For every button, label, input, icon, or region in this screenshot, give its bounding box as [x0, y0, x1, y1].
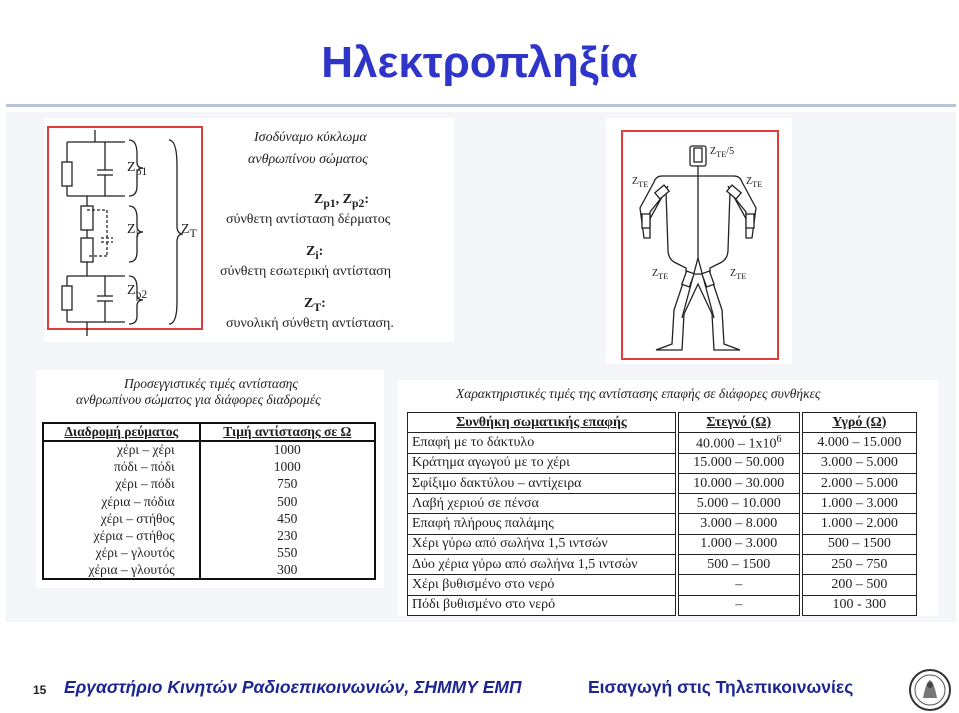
- current-path-cell: χέρια – πόδια: [43, 493, 200, 510]
- right-leg-impedance-label: $Z_{TE}$: [730, 268, 747, 281]
- zp-heading: $Z_{p1}$, $Z_{p2}$:: [314, 192, 369, 210]
- right-table-caption: Χαρακτηριστικές τιμές της αντίστασης επαφής σε διάφορες συνθήκες: [456, 386, 821, 401]
- dry-resistance-cell: 1.000 – 3.000: [677, 534, 801, 554]
- label-zp1: $Z_{p1}$: [127, 160, 148, 178]
- resistance-value-cell: 550: [277, 545, 298, 561]
- zi-description: σύνθετη εσωτερική αντίσταση: [220, 264, 392, 279]
- wet-resistance-cell: 2.000 – 5.000: [801, 473, 917, 493]
- contact-condition-cell: Πόδι βυθισμένο στο νερό: [408, 595, 677, 615]
- table-row: [43, 458, 375, 475]
- contact-condition-cell: Σφίξιμο δακτύλου – αντίχειρα: [408, 473, 677, 493]
- wet-resistance-cell: 1.000 – 2.000: [801, 514, 917, 534]
- contact-condition-cell: Λαβή χεριού σε πένσα: [408, 494, 677, 514]
- table-row: [408, 595, 917, 615]
- footer-course-name: Εισαγωγή στις Τηλεπικοινωνίες: [588, 677, 854, 697]
- right-arm-impedance-label: $Z_{TE}$: [746, 176, 763, 189]
- wet-resistance-cell: 200 – 500: [801, 575, 917, 595]
- zi-heading: $Z_i$:: [306, 244, 324, 262]
- table-row: [408, 534, 917, 554]
- wet-resistance-cell: 4.000 – 15.000: [801, 433, 917, 453]
- path-resistance-table: [42, 422, 376, 580]
- resistance-value-cell: 450: [277, 510, 298, 526]
- current-path-cell: χέρια – στήθος: [43, 527, 200, 544]
- dry-resistance-cell: 3.000 – 8.000: [677, 514, 801, 534]
- wet-resistance-cell: 3.000 – 5.000: [801, 453, 917, 473]
- dry-resistance-cell: 10.000 – 30.000: [677, 473, 801, 493]
- contact-condition-cell: Δύο χέρια γύρω από σωλήνα 1,5 ιντσών: [408, 555, 677, 575]
- table-row: [43, 562, 375, 579]
- table-row: [43, 441, 375, 458]
- table-row: [43, 545, 375, 562]
- page-number: 15: [33, 683, 47, 697]
- dry-resistance-cell: $40.000 - 1x10^6$: [677, 433, 801, 453]
- header-contact-condition: Συνθήκη σωματικής επαφής: [408, 413, 677, 433]
- circuit-caption-line2: ανθρωπίνου σώματος: [248, 152, 368, 167]
- dry-resistance-cell: –: [677, 575, 801, 595]
- current-path-cell: χέρι – γλουτός: [43, 545, 200, 562]
- contact-condition-cell: Χέρι βυθισμένο στο νερό: [408, 575, 677, 595]
- label-zp2: $Z_{p2}$: [127, 283, 148, 301]
- title-divider: [6, 104, 956, 107]
- header-wet: Υγρό (Ω): [801, 413, 917, 433]
- human-body-diagram: [606, 118, 792, 364]
- current-path-cell: πόδι – πόδι: [43, 458, 200, 475]
- table-row: [43, 476, 375, 493]
- header-current-path: Διαδρομή ρεύματος: [43, 423, 200, 441]
- label-zt: $Z_T$: [181, 222, 197, 240]
- dry-resistance-cell: 15.000 – 50.000: [677, 453, 801, 473]
- table-row: [43, 527, 375, 544]
- circuit-caption-line1: Ισοδύναμο κύκλωμα: [254, 130, 367, 145]
- table-row: [43, 493, 375, 510]
- contact-condition-cell: Επαφή πλήρους παλάμης: [408, 514, 677, 534]
- resistance-value-cell: 300: [277, 562, 298, 578]
- current-path-cell: χέρι – πόδι: [43, 476, 200, 493]
- left-arm-impedance-label: $Z_{TE}$: [632, 176, 649, 189]
- wet-resistance-cell: 250 – 750: [801, 555, 917, 575]
- table-row: [408, 494, 917, 514]
- resistance-value-cell: 750: [277, 476, 298, 492]
- table-row: [408, 473, 917, 493]
- exponent: 6: [776, 433, 782, 445]
- head-impedance-label: $Z_{TE}/5$: [710, 146, 735, 159]
- zt-heading: $Z_T$:: [304, 296, 326, 314]
- table-row: [43, 510, 375, 527]
- equivalent-circuit-panel: [44, 118, 454, 342]
- current-path-cell: χέρια – γλουτός: [43, 562, 200, 579]
- dry-resistance-cell: 5.000 – 10.000: [677, 494, 801, 514]
- left-table-caption-line1: Προσεγγιστικές τιμές αντίστασης: [124, 376, 298, 391]
- zt-description: συνολική σύνθετη αντίσταση.: [226, 316, 394, 331]
- wet-resistance-cell: 100 - 300: [801, 595, 917, 615]
- table-row: [408, 453, 917, 473]
- table-row: [408, 575, 917, 595]
- table-row: [408, 433, 917, 453]
- label-zi: $Z_i$: [127, 222, 139, 240]
- contact-condition-cell: Κράτημα αγωγού με το χέρι: [408, 453, 677, 473]
- current-path-cell: χέρι – χέρι: [43, 441, 200, 458]
- slide-title: Ηλεκτροπληξία: [321, 38, 638, 87]
- left-table-caption-line2: ανθρωπίνου σώματος για διάφορες διαδρομές: [76, 392, 321, 407]
- dry-resistance-cell: 500 – 1500: [677, 555, 801, 575]
- table-row: [408, 555, 917, 575]
- body-figure-panel: [606, 118, 792, 364]
- university-seal-logo: [908, 668, 952, 712]
- contact-resistance-table: [407, 412, 917, 616]
- path-resistance-panel: [36, 370, 384, 588]
- dry-resistance-cell: –: [677, 595, 801, 615]
- header-dry: Στεγνό (Ω): [677, 413, 801, 433]
- footer-lab-name: Εργαστήριο Κινητών Ραδιοεπικοινωνιών, ΣΗΜΜΥ ΕΜΠ: [64, 677, 522, 697]
- table-row: [408, 514, 917, 534]
- header-resistance-value: Τιμή αντίστασης σε Ω: [200, 423, 375, 441]
- contact-resistance-panel: [398, 380, 938, 616]
- contact-condition-cell: Χέρι γύρω από σωλήνα 1,5 ιντσών: [408, 534, 677, 554]
- wet-resistance-cell: 500 – 1500: [801, 534, 917, 554]
- wet-resistance-cell: 1.000 – 3.000: [801, 494, 917, 514]
- resistance-value-cell: 500: [277, 493, 298, 509]
- resistance-value-cell: 230: [277, 528, 298, 544]
- resistance-value-cell: 1000: [273, 458, 301, 474]
- zp-description: σύνθετη αντίσταση δέρματος: [226, 212, 391, 227]
- current-path-cell: χέρι – στήθος: [43, 510, 200, 527]
- left-leg-impedance-label: $Z_{TE}$: [652, 268, 669, 281]
- resistance-value-cell: 1000: [273, 442, 301, 458]
- contact-condition-cell: Επαφή με το δάκτυλο: [408, 433, 677, 453]
